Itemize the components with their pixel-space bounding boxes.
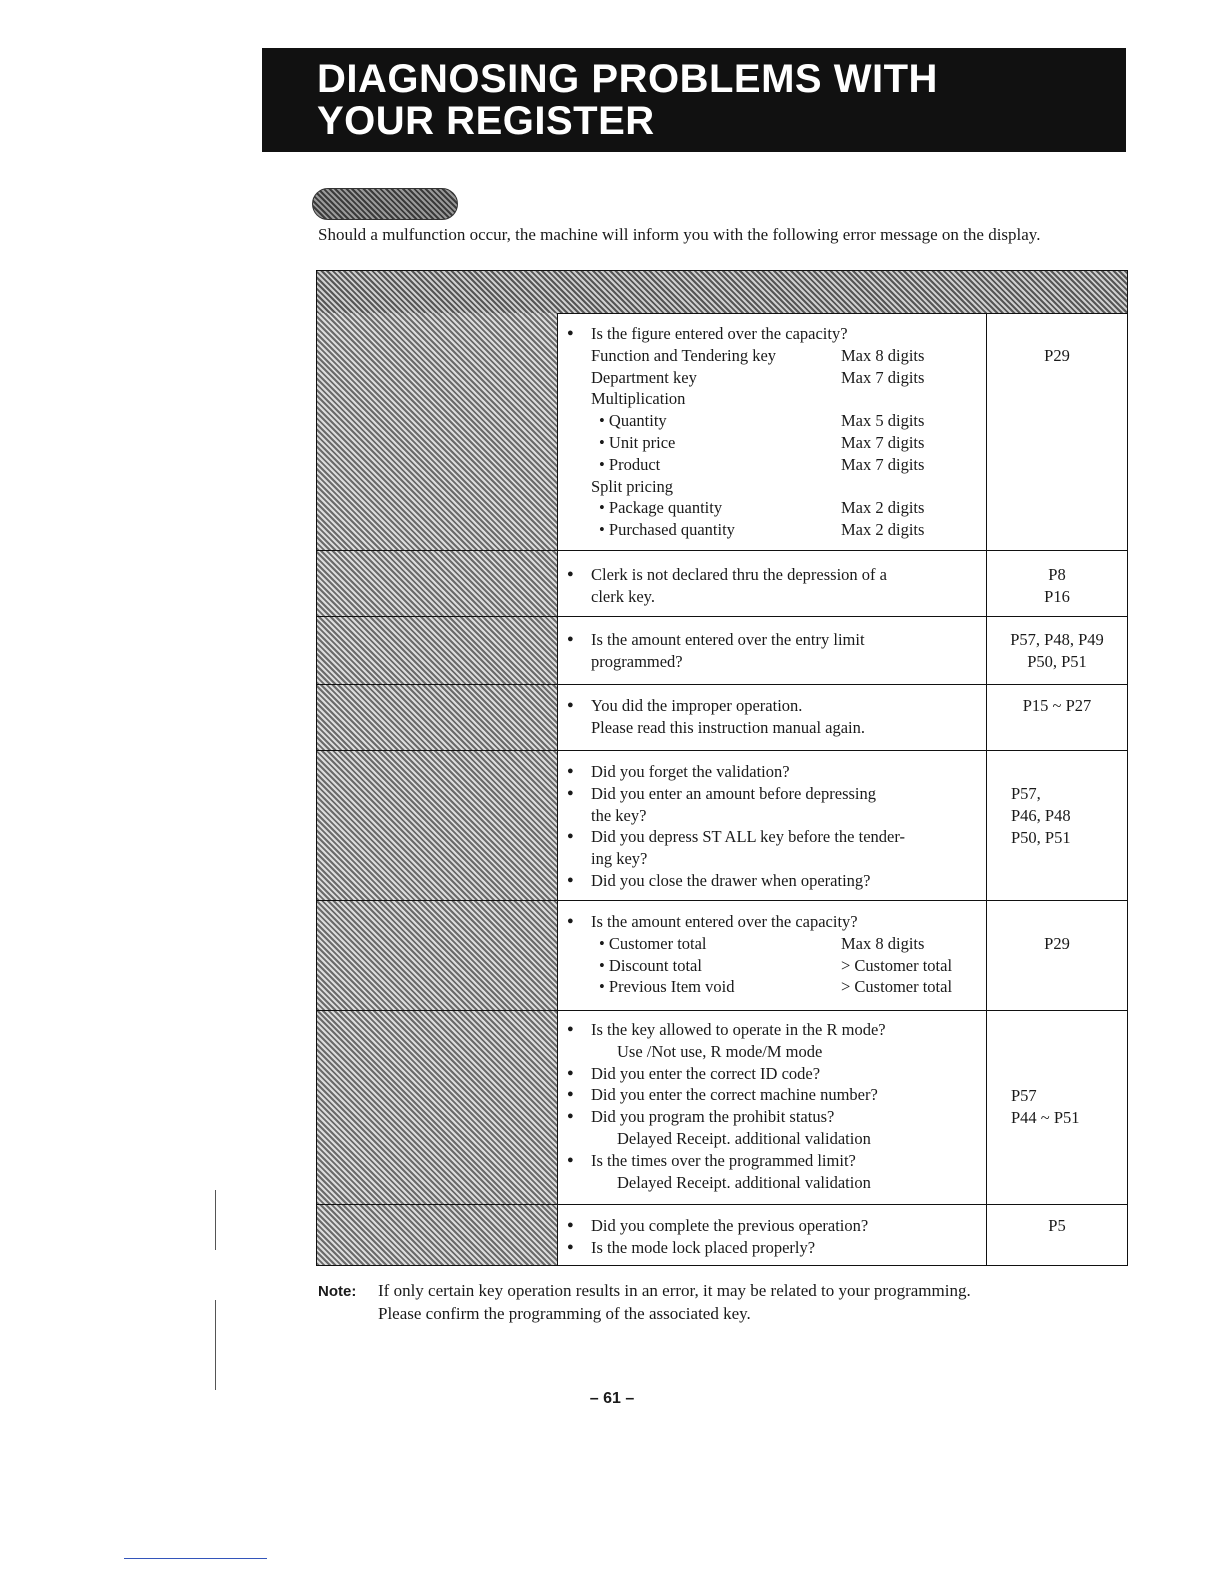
list-item: • Customer total Max 8 digits	[599, 933, 925, 953]
cause-cell	[565, 564, 985, 608]
cause-cell	[565, 1019, 985, 1193]
error-code-cell	[317, 313, 558, 550]
table-header	[317, 271, 1127, 314]
page-reference-cell: P5	[986, 1205, 1127, 1265]
list-item: Delayed Receipt. additional validation	[617, 1128, 871, 1148]
section-heading-badge	[312, 188, 458, 220]
list-item: clerk key.	[591, 586, 655, 606]
page-title-banner	[262, 48, 1126, 152]
cause-cell	[565, 1215, 985, 1259]
cause-cell	[565, 911, 985, 998]
error-code-cell	[317, 685, 558, 750]
page-reference-cell: P29	[986, 901, 1127, 1010]
table-row	[317, 551, 1127, 617]
error-code-cell	[317, 551, 558, 616]
footer-rule	[124, 1558, 267, 1559]
list-item: Department key Max 7 digits	[591, 367, 925, 387]
list-item: • Previous Item void > Customer total	[599, 977, 953, 997]
table-row	[317, 751, 1127, 901]
page-reference-cell: P57, P48, P49 P50, P51	[986, 617, 1127, 684]
page-title-line-2: YOUR REGISTER	[317, 99, 655, 143]
list-item: • Discount total > Customer total	[599, 955, 953, 975]
page-reference-cell: P8 P16	[986, 551, 1127, 616]
intro-text: Should a mulfunction occur, the machine will inform you with the following error message on the display.	[318, 225, 1041, 244]
list-item: Multiplication	[591, 389, 686, 409]
table-row	[317, 313, 1127, 551]
note-label: Note:	[318, 1283, 357, 1300]
page-reference-cell: P57 P44 ~ P51	[986, 1011, 1127, 1204]
list-item: Split pricing	[591, 476, 674, 496]
list-item: ● Clerk is not declared thru the depression of a	[565, 564, 985, 586]
error-code-cell	[317, 901, 558, 1010]
error-table	[316, 270, 1128, 1266]
page-reference-cell: P15 ~ P27	[986, 685, 1127, 750]
list-item: ● Is the key allowed to operate in the R mode?	[565, 1019, 985, 1041]
list-item: ● Is the amount entered over the capacity?	[565, 911, 985, 933]
list-item: ● Did you forget the validation?	[565, 761, 985, 783]
cause-cell	[565, 629, 985, 673]
table-row	[317, 685, 1127, 751]
list-item: • Unit price Max 7 digits	[599, 432, 925, 452]
scan-artifact-mark	[215, 1190, 216, 1250]
list-item: ● Is the mode lock placed properly?	[565, 1237, 985, 1259]
list-item: • Product Max 7 digits	[599, 454, 925, 474]
list-item: ● Did you enter the correct machine number?	[565, 1084, 985, 1106]
list-item: Use /Not use, R mode/M mode	[617, 1041, 823, 1061]
page-reference-cell: P29	[986, 313, 1127, 550]
list-item: ● Did you program the prohibit status?	[565, 1106, 985, 1128]
page-reference-cell: P57, P46, P48 P50, P51	[986, 751, 1127, 900]
cause-cell	[565, 695, 985, 739]
list-item: Please read this instruction manual again.	[591, 717, 866, 737]
table-row	[317, 1011, 1127, 1205]
page-title-line-1: DIAGNOSING PROBLEMS WITH	[317, 57, 938, 101]
note-line-2: Please confirm the programming of the associated key.	[378, 1304, 751, 1323]
cause-cell	[565, 323, 985, 541]
list-item: • Quantity Max 5 digits	[599, 411, 925, 431]
error-code-cell	[317, 1011, 558, 1204]
table-row	[317, 901, 1127, 1011]
table-row	[317, 1205, 1127, 1265]
error-code-cell	[317, 1205, 558, 1265]
list-item: ● Did you enter the correct ID code?	[565, 1063, 985, 1085]
list-item: ● Did you depress ST ALL key before the tender-	[565, 826, 985, 848]
scan-artifact-mark	[215, 1300, 216, 1390]
list-item: ● Is the amount entered over the entry limit	[565, 629, 985, 651]
error-code-cell	[317, 617, 558, 684]
list-item: ing key?	[591, 849, 648, 869]
list-item: programmed?	[591, 651, 683, 671]
list-item: ● Is the figure entered over the capacity?	[565, 323, 985, 345]
list-item: ● Is the times over the programmed limit?	[565, 1150, 985, 1172]
list-item: the key?	[591, 805, 647, 825]
cause-cell	[565, 761, 985, 892]
page-number: – 61 –	[589, 1390, 635, 1407]
footnote	[318, 1280, 1118, 1325]
list-item: ● You did the improper operation.	[565, 695, 985, 717]
list-item: • Package quantity Max 2 digits	[599, 498, 925, 518]
list-item: ● Did you enter an amount before depressing	[565, 783, 985, 805]
note-line-1: If only certain key operation results in an error, it may be related to your programming.	[378, 1281, 971, 1300]
error-code-cell	[317, 751, 558, 900]
list-item: Function and Tendering key Max 8 digits	[591, 345, 925, 365]
list-item: ● Did you complete the previous operation?	[565, 1215, 985, 1237]
list-item: • Purchased quantity Max 2 digits	[599, 520, 925, 540]
list-item: Delayed Receipt. additional validation	[617, 1172, 871, 1192]
table-row	[317, 617, 1127, 685]
list-item: ● Did you close the drawer when operating?	[565, 870, 985, 892]
